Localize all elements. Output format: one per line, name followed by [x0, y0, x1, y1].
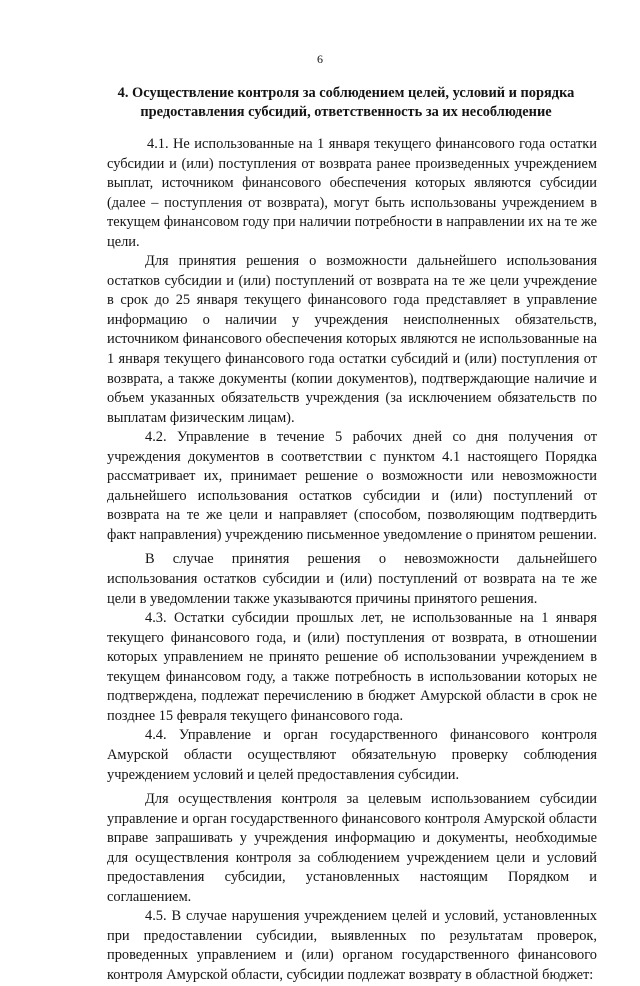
paragraph-4-1: 4.1. Не использованные на 1 января текущего финансового года остатки субсидии и (или) поступления от возврата ранее произведенных учреждением выплат, источником финансового обеспечения которых являются субсидии (далее – поступления от возврата), могут быть использованы учреждением в текущем финансовом году при наличии потребности в направлении их на те же цели. [107, 136, 597, 250]
paragraph-4-3: 4.3. Остатки субсидии прошлых лет, не использованные на 1 января текущего финансового года, и (или) поступления от возврата, в отношении которых управлением не принято решение об использовании учреждением в текущем финансовом году, а также потребность в использовании которых не подтверждена, подлежат перечислению в бюджет Амурской области в срок не позднее 15 февраля текущего финансового года. [107, 610, 597, 724]
paragraph-4-4-control: Для осуществления контроля за целевым использованием субсидии управление и орган государственного финансового контроля Амурской области вправе запрашивать у учреждения информацию и документы, необходимые для осуществления контроля за соблюдением учреждением цели и условий предоставления субсидии, установленных настоящим Порядком и соглашением. [107, 791, 597, 905]
section-heading: 4. Осуществление контроля за соблюдением целей, условий и порядка предоставления субсидий, ответственность за их несоблюдение [117, 85, 575, 120]
paragraph-4-2-reasons: В случае принятия решения о невозможности дальнейшего использования остатков субсидии и (или) поступлений от возврата на те же цели в уведомлении также указываются причины принятого решения. [107, 551, 597, 607]
paragraph-4-4: 4.4. Управление и орган государственного финансового контроля Амурской области осуществляют обязательную проверку соблюдения учреждением условий и целей предоставления субсидии. [107, 727, 597, 783]
paragraph-4-5: 4.5. В случае нарушения учреждением целей и условий, установленных при предоставлении субсидии, выявленных по результатам проверок, проведенных управлением и (или) органом государственного финансового контроля Амурской области, субсидии подлежат возврату в областной бюджет: [107, 908, 597, 983]
section-body [107, 135, 597, 986]
paragraph-4-2: 4.2. Управление в течение 5 рабочих дней со дня получения от учреждения документов в соответствии с пунктом 4.1 настоящего Порядка рассматривает их, принимает решение о возможности или невозможности дальнейшего использования остатков субсидии и (или) поступлений от возврата на те же цели и направляет (способом, позволяющим подтвердить факт направления) учреждению письменное уведомление о принятом решении. [107, 429, 597, 543]
page-number: 6 [317, 52, 323, 66]
paragraph-4-1-details: Для принятия решения о возможности дальнейшего использования остатков субсидии и (или) поступлений от возврата на те же цели учреждение в срок до 25 января текущего финансового года представляет в управление информацию о наличии у учреждения неисполненных обязательств, источником финансового обеспечения которых являются не использованные на 1 января текущего финансового года остатки субсидий и (или) поступления от возврата, а также документы (копии документов), подтверждающие наличие и объем указанных обязательств учреждения (за исключением обязательств по выплатам физическим лицам). [107, 253, 597, 426]
